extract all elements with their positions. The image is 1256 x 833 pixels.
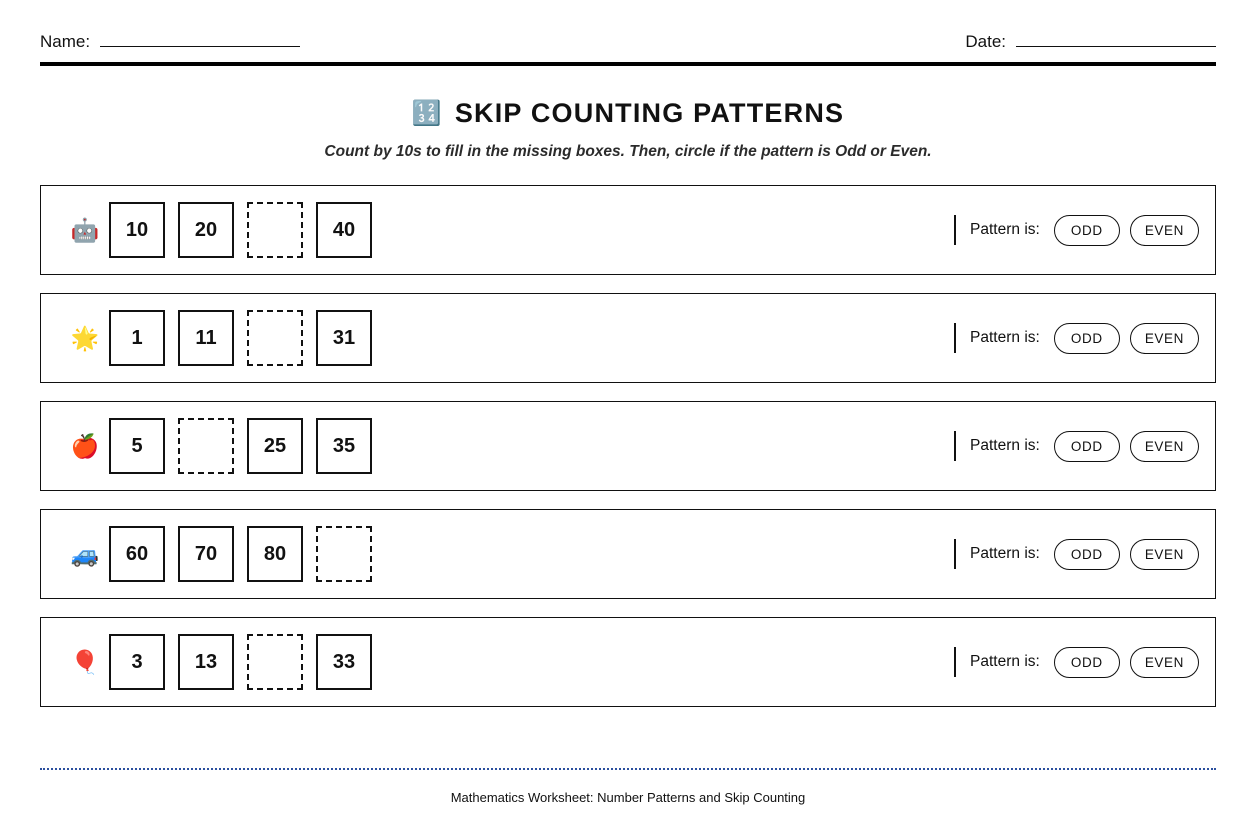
footer [40,768,1216,805]
number-box: 80 [247,526,303,582]
number-sequence [109,526,372,582]
odd-even-options [1054,323,1199,354]
problem-list [40,185,1216,707]
odd-even-answer-zone [954,431,1199,462]
odd-even-options [1054,431,1199,462]
number-box: 60 [109,526,165,582]
apple-emoji: 🍎 [70,432,100,459]
answer-box-blank[interactable] [316,526,372,582]
title-block [40,98,1216,161]
number-box: 3 [109,634,165,690]
even-option[interactable]: EVEN [1130,215,1199,246]
number-box: 31 [316,310,372,366]
problem-row [40,401,1216,491]
answer-divider [954,323,956,353]
odd-even-answer-zone [954,539,1199,570]
odd-even-answer-zone [954,647,1199,678]
odd-option[interactable]: ODD [1054,431,1120,462]
number-sequence [109,202,372,258]
even-option[interactable]: EVEN [1130,323,1199,354]
answer-box-blank[interactable] [247,202,303,258]
even-option[interactable]: EVEN [1130,647,1199,678]
odd-even-options [1054,215,1199,246]
odd-option[interactable]: ODD [1054,323,1120,354]
number-box: 20 [178,202,234,258]
answer-divider [954,431,956,461]
odd-option[interactable]: ODD [1054,539,1120,570]
pattern-is-label: Pattern is: [970,329,1040,346]
footer-divider [40,768,1216,770]
odd-option[interactable]: ODD [1054,647,1120,678]
problem-row [40,293,1216,383]
number-box: 10 [109,202,165,258]
even-option[interactable]: EVEN [1130,431,1199,462]
number-box: 33 [316,634,372,690]
answer-box-blank[interactable] [247,310,303,366]
pattern-is-label: Pattern is: [970,437,1040,454]
number-box: 70 [178,526,234,582]
header-divider [40,62,1216,66]
number-box: 13 [178,634,234,690]
number-sequence [109,634,372,690]
glowing-star-emoji: 🌟 [70,324,100,351]
input-numbers-icon: 🔢 [411,99,443,127]
problem-row [40,185,1216,275]
student-info-row [40,0,1216,52]
even-option[interactable]: EVEN [1130,539,1199,570]
page-title [412,98,845,129]
number-box: 35 [316,418,372,474]
number-box: 1 [109,310,165,366]
number-sequence [109,418,372,474]
date-field [965,32,1216,52]
odd-even-options [1054,647,1199,678]
name-input-line[interactable] [100,45,300,47]
answer-box-blank[interactable] [247,634,303,690]
page-title-text: SKIP COUNTING PATTERNS [454,98,845,128]
problem-row [40,617,1216,707]
answer-box-blank[interactable] [178,418,234,474]
odd-even-options [1054,539,1199,570]
problem-row [40,509,1216,599]
number-box: 25 [247,418,303,474]
number-box: 11 [178,310,234,366]
pattern-is-label: Pattern is: [970,221,1040,238]
number-box: 5 [109,418,165,474]
car-emoji: 🚙 [70,540,100,567]
odd-even-answer-zone [954,323,1199,354]
pattern-is-label: Pattern is: [970,545,1040,562]
answer-divider [954,539,956,569]
answer-divider [954,215,956,245]
number-box: 40 [316,202,372,258]
answer-divider [954,647,956,677]
odd-even-answer-zone [954,215,1199,246]
number-sequence [109,310,372,366]
balloon-emoji: 🎈 [70,648,100,675]
pattern-is-label: Pattern is: [970,653,1040,670]
instructions-text: Count by 10s to fill in the missing boxes. Then, circle if the pattern is Odd or Even. [324,143,932,160]
robot-emoji: 🤖 [70,216,100,243]
date-label: Date: [965,32,1006,51]
date-input-line[interactable] [1016,45,1216,47]
footer-text: Mathematics Worksheet: Number Patterns and Skip Counting [450,790,806,805]
name-label: Name: [40,32,91,51]
name-field [40,32,300,52]
odd-option[interactable]: ODD [1054,215,1120,246]
